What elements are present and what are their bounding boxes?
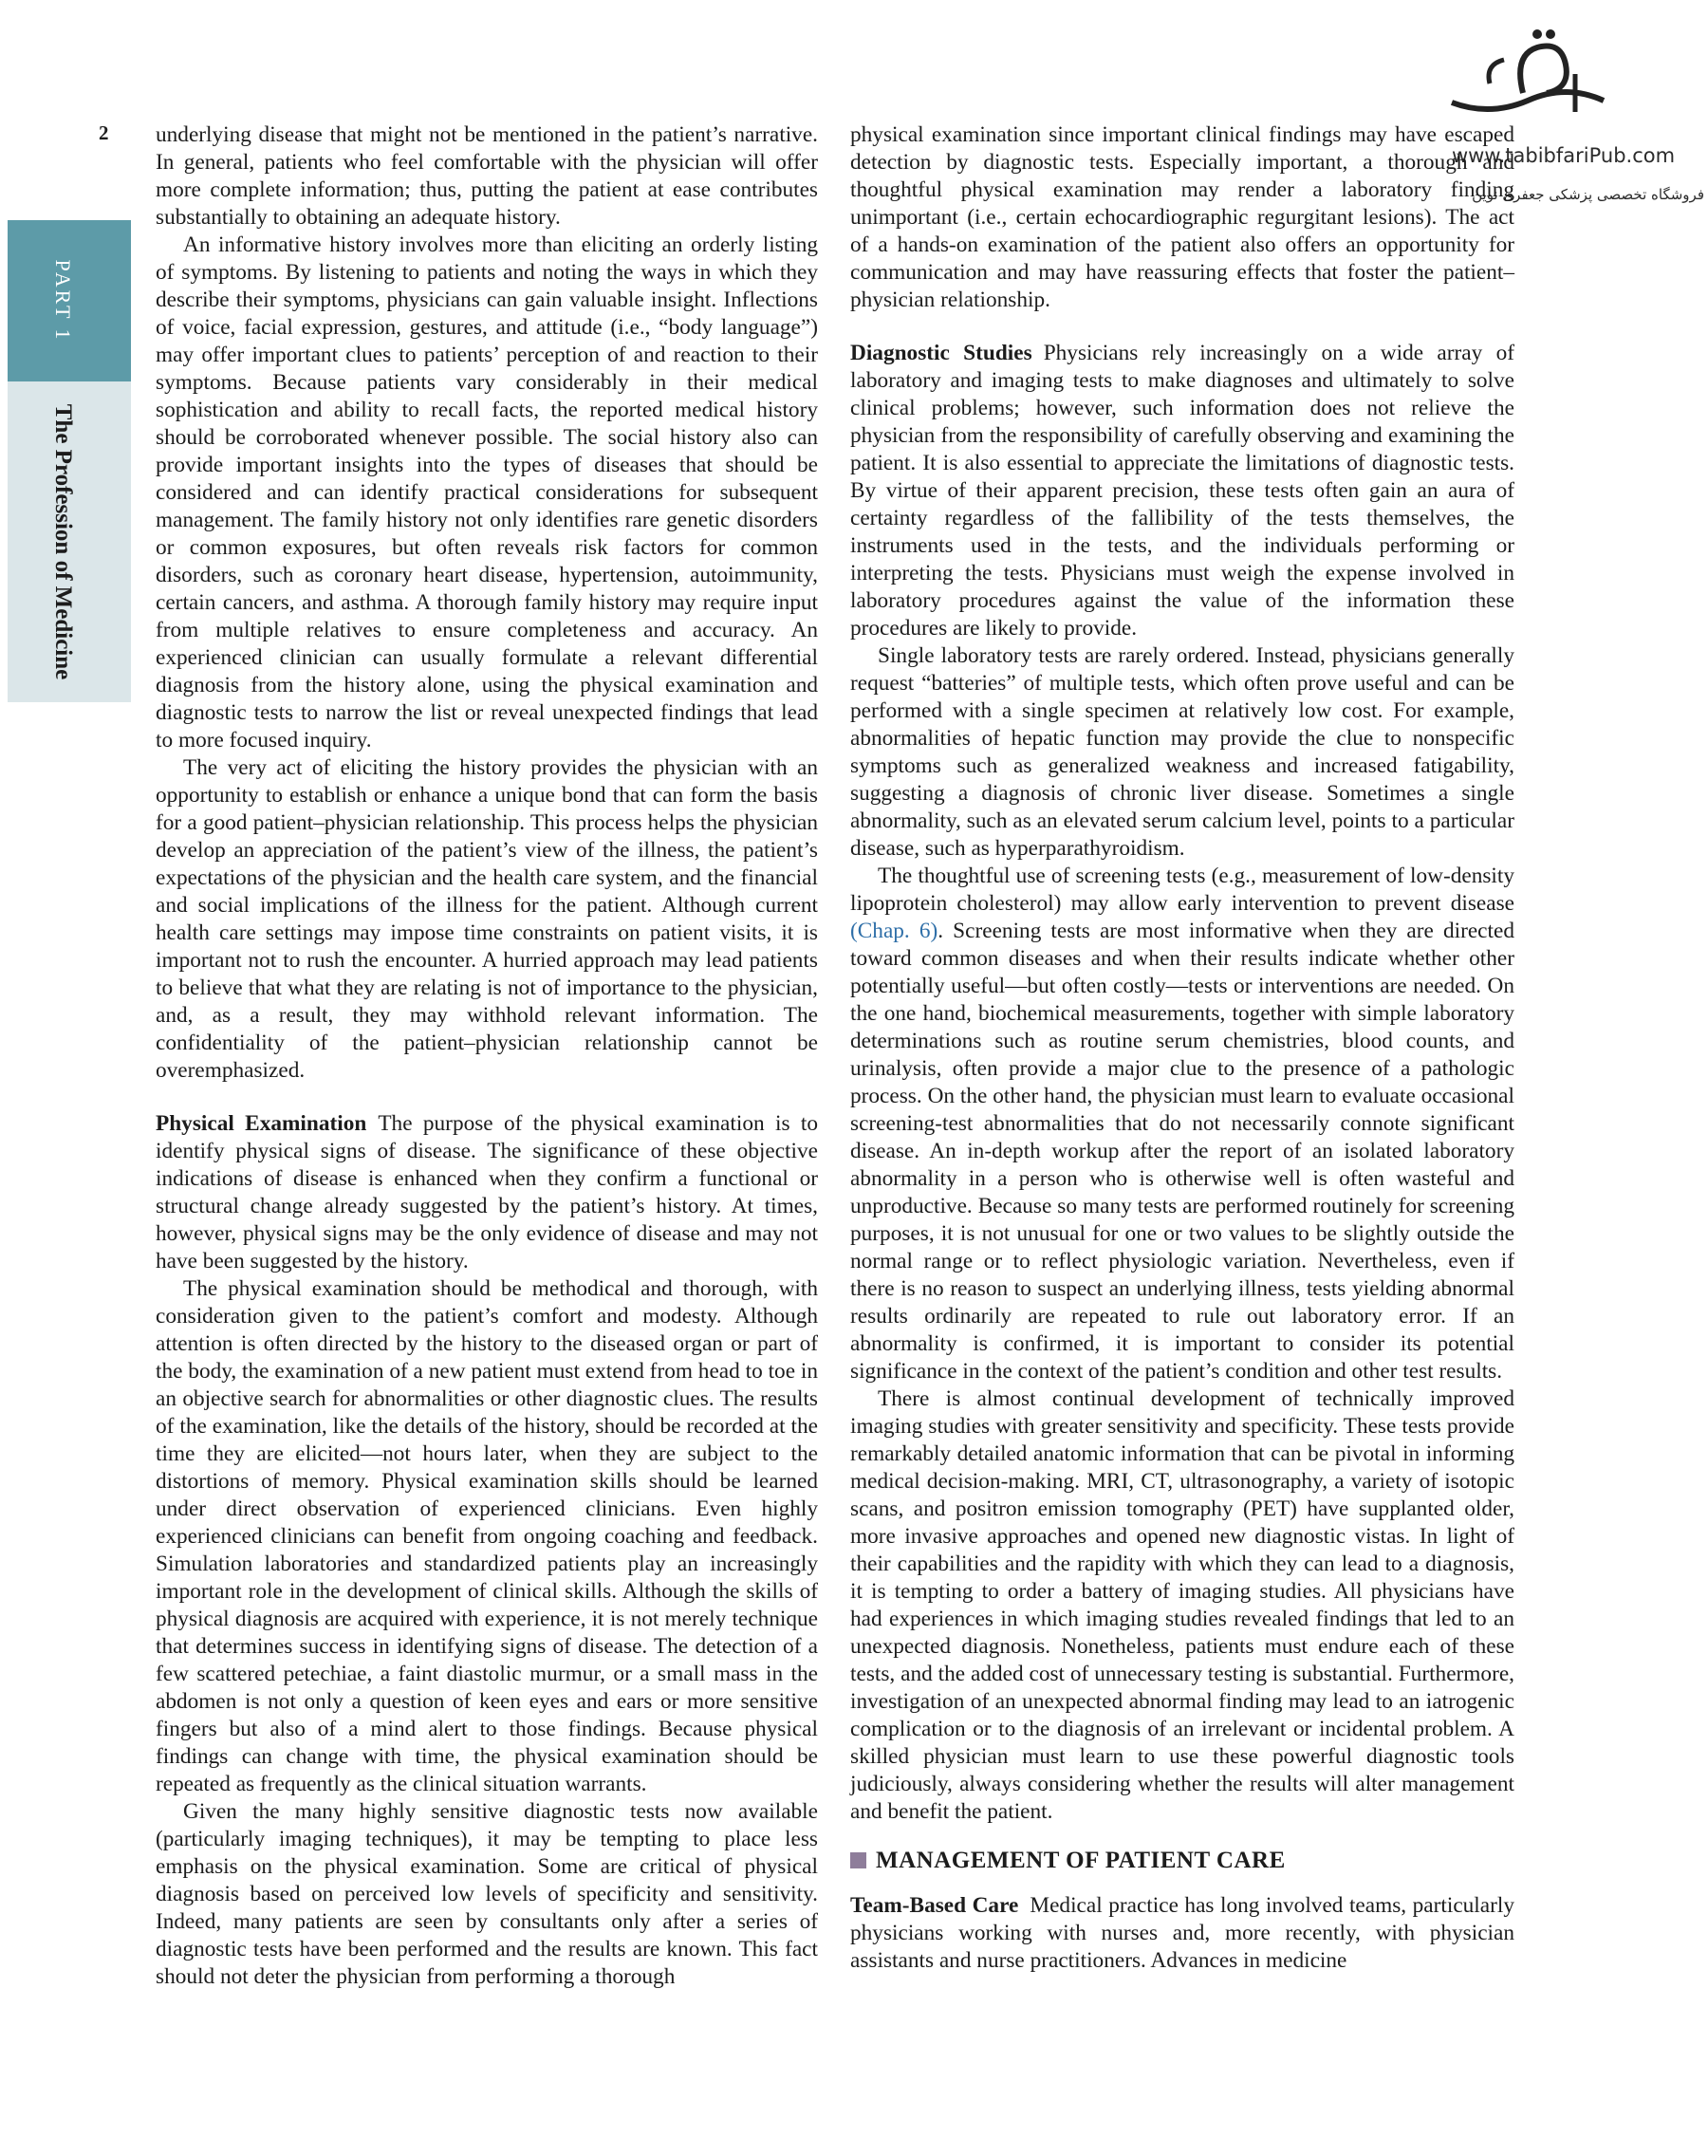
paragraph-text: Medical practice has long involved teams, particularly physicians working with nurses and, more recently, with physician assistants and nurse practitioners. Advances in medicine bbox=[850, 1893, 1514, 1973]
paragraph: Given the many highly sensitive diagnostic tests now available (particularly imaging techniques), it may be tempting to place less emphasis on the physical examination. Some are critical of physical diagnosis based on perceived low levels of specificity and sensitivity. Indeed, many patients are seen by consultants only after a series of diagnostic tests have been performed and the results are known. This fact should not deter the physician from performing a thorough bbox=[156, 1799, 818, 1989]
paragraph-text: The purpose of the physical examination is to identify physical signs of disease. The significance of these objective indications of disease is enhanced when they confirm a functional or structural change already suggested by the patient’s history. At times, however, physical signs may be the only evidence of disease and may not have been suggested by the history. bbox=[156, 1111, 818, 1273]
paragraph: An informative history involves more than eliciting an orderly listing of symptoms. By listening to patients and noting the ways in which they describe their symptoms, physicians can gain valuable insight. Inflections of voice, facial expression, gestures, and attitude (i.e., “body language”) may offer important clues to patients’ perception of and reaction to their symptoms. Because patients vary considerably in their medical sophistication and ability to recall facts, the reported medical history should be corroborated whenever possible. The social history also can provide important insights into the types of diseases that should be considered and can identify practical considerations for subsequent management. The family history not only identifies rare genetic disorders or common exposures, but often reveals risk factors for common disorders, such as coronary heart disease, hypertension, autoimmunity, certain cancers, and asthma. A thorough family history may require input from multiple relatives to ensure completeness and accuracy. An experienced clinician can usually formulate a relevant differential diagnosis from the history alone, using the physical examination and diagnostic tests to narrow the list or reveal unexpected findings that lead to more focused inquiry. bbox=[156, 232, 818, 753]
paragraph-text: The thoughtful use of screening tests (e.g., measurement of low-density lipoprotein cholesterol) may allow early intervention to prevent disease bbox=[850, 864, 1514, 916]
section-heading bbox=[850, 1847, 1514, 1875]
part-title: The Profession of Medicine bbox=[50, 403, 76, 680]
heading-square-icon bbox=[850, 1852, 866, 1868]
watermark-logo-icon bbox=[1433, 27, 1623, 131]
page-number: 2 bbox=[99, 121, 109, 144]
paragraph bbox=[850, 863, 1514, 1385]
paragraph-text: Physicians rely increasingly on a wide array of laboratory and imaging tests to make diagnoses and ultimately to solve clinical problems; however, such information does not relieve the physician from the responsibility of carefully observing and examining the patient. It is also essential to appreciate the limitations of diagnostic tests. By virtue of their apparent precision, these tests often gain an aura of certainty regardless of the fallibility of the tests themselves, the instruments used in the tests, and the individuals performing or interpreting the tests. Physicians must weigh the expense involved in laboratory procedures against the value of the information these procedures are likely to provide. bbox=[850, 341, 1514, 641]
part-label: PART 1 bbox=[51, 259, 75, 343]
run-in-heading: Physical Examination bbox=[156, 1111, 367, 1136]
watermark-site: www.tabibfariPub.com bbox=[1452, 144, 1676, 167]
paragraph: The very act of eliciting the history provides the physician with an opportunity to establish or enhance a unique bond that can form the basis for a good patient–physician relationship. This process helps the physician develop an appreciation of the patient’s view of the illness, the patient’s expectations of the physician and the health care system, and the financial and social implications of the illness for the patient. Although current health care settings may impose time constraints on patient visits, it is important not to rush the encounter. A hurried approach may lead patients to believe that what they are relating is not of importance to the physician, and, as a result, they may withhold relevant information. The confidentiality of the patient–physician relationship cannot be overemphasized. bbox=[156, 755, 818, 1083]
left-column bbox=[156, 121, 818, 1991]
paragraph: physical examination since important clinical findings may have escaped detection by diagnostic tests. Especially important, a thorough and thoughtful physical examination may render a laboratory finding unimportant (i.e., certain echocardiographic regurgitant lesions). The act of a hands-on examination of the patient also offers an opportunity for communication and may have reassuring effects that foster the patient–physician relationship. bbox=[850, 122, 1514, 312]
part-title-tab bbox=[8, 381, 131, 702]
chapter-link[interactable]: (Chap. 6) bbox=[850, 919, 938, 943]
paragraph-team-based-care bbox=[850, 1892, 1514, 1975]
right-column bbox=[850, 121, 1514, 1975]
paragraph: Single laboratory tests are rarely ordered. Instead, physicians generally request “batteries” of multiple tests, which often prove useful and can be performed with a single specimen at relatively low cost. For example, abnormalities of hepatic function may provide the clue to nonspecific symptoms such as generalized weakness and increased fatigability, suggesting a diagnosis of chronic liver disease. Sometimes a single abnormality, such as an elevated serum calcium level, points to a particular disease, such as hyperparathyroidism. bbox=[850, 643, 1514, 861]
run-in-heading: Diagnostic Studies bbox=[850, 341, 1032, 365]
section-heading-text: MANAGEMENT OF PATIENT CARE bbox=[876, 1848, 1286, 1873]
paragraph-diagnostic-studies bbox=[850, 340, 1514, 642]
part-tab bbox=[8, 220, 131, 381]
paragraph-text: . Screening tests are most informative when they are directed toward common diseases and when their results indicate whether other potentially useful—but often costly—tests or interventions are needed. On the one hand, biochemical measurements, together with simple laboratory determinations such as routine serum chemistries, blood counts, and urinalysis, often provide a major clue to the presence of a pathologic process. On the other hand, the physician must learn to evaluate occasional screening-test abnormalities that do not necessarily connote significant disease. An in-depth workup after the report of an isolated laboratory abnormality in a person who is otherwise well is often wasteful and unproductive. Because so many tests are performed routinely for screening purposes, it is not unusual for one or two values to be slightly outside the normal range or to reflect physiologic variation. Nevertheless, even if there is no reason to suspect an underlying illness, tests yielding abnormal results ordinarily are repeated to rule out laboratory error. If an abnormality is confirmed, it is important to consider its potential significance in the context of the patient’s condition and other test results. bbox=[850, 919, 1514, 1384]
watermark-tagline: فروشگاه تخصصی پزشکی جعفری نوین bbox=[1472, 186, 1704, 203]
run-in-heading: Team-Based Care bbox=[850, 1893, 1019, 1918]
paragraph-physical-examination bbox=[156, 1110, 818, 1275]
paragraph: The physical examination should be methodical and thorough, with consideration given to the patient’s comfort and modesty. Although attention is often directed by the history to the diseased organ or part of the body, the examination of a new patient must extend from head to toe in an objective search for abnormalities or other diagnostic clues. The results of the examination, like the details of the history, should be recorded at the time they are elicited—not hours later, when they are subject to the distortions of memory. Physical examination skills should be learned under direct observation of experienced clinicians. Even highly experienced clinicians can benefit from ongoing coaching and feedback. Simulation laboratories and standardized patients play an increasingly important role in the development of clinical skills. Although the skills of physical diagnosis are acquired with experience, it is not merely technique that determines success in identifying signs of disease. The detection of a few scattered petechiae, a faint diastolic murmur, or a small mass in the abdomen is not only a question of keen eyes and ears or more sensitive fingers but also of a mind alert to those findings. Because physical findings can change with time, the physical examination should be repeated as frequently as the clinical situation warrants. bbox=[156, 1276, 818, 1796]
paragraph: There is almost continual development of technically improved imaging studies with greater sensitivity and specificity. These tests provide remarkably detailed anatomic information that can be pivotal in informing medical decision-making. MRI, CT, ultrasonography, a variety of isotopic scans, and positron emission tomography (PET) have supplanted older, more invasive approaches and opened new diagnostic vistas. In light of their capabilities and the rapidity with which they can lead to a diagnosis, it is tempting to order a battery of imaging studies. All physicians have had experiences in which imaging studies revealed findings that led to an unexpected diagnosis. Nonetheless, patients must endure each of these tests, and the added cost of unnecessary testing is substantial. Furthermore, investigation of an unexpected abnormal finding may lead to an iatrogenic complication or to the diagnosis of an irrelevant or incidental problem. A skilled physician must learn to use these powerful diagnostic tools judiciously, always considering whether the results will alter management and benefit the patient. bbox=[850, 1386, 1514, 1824]
paragraph: underlying disease that might not be mentioned in the patient’s narrative. In general, patients who feel comfortable with the physician will offer more complete information; thus, putting the patient at ease contributes substantially to obtaining an adequate history. bbox=[156, 122, 818, 230]
